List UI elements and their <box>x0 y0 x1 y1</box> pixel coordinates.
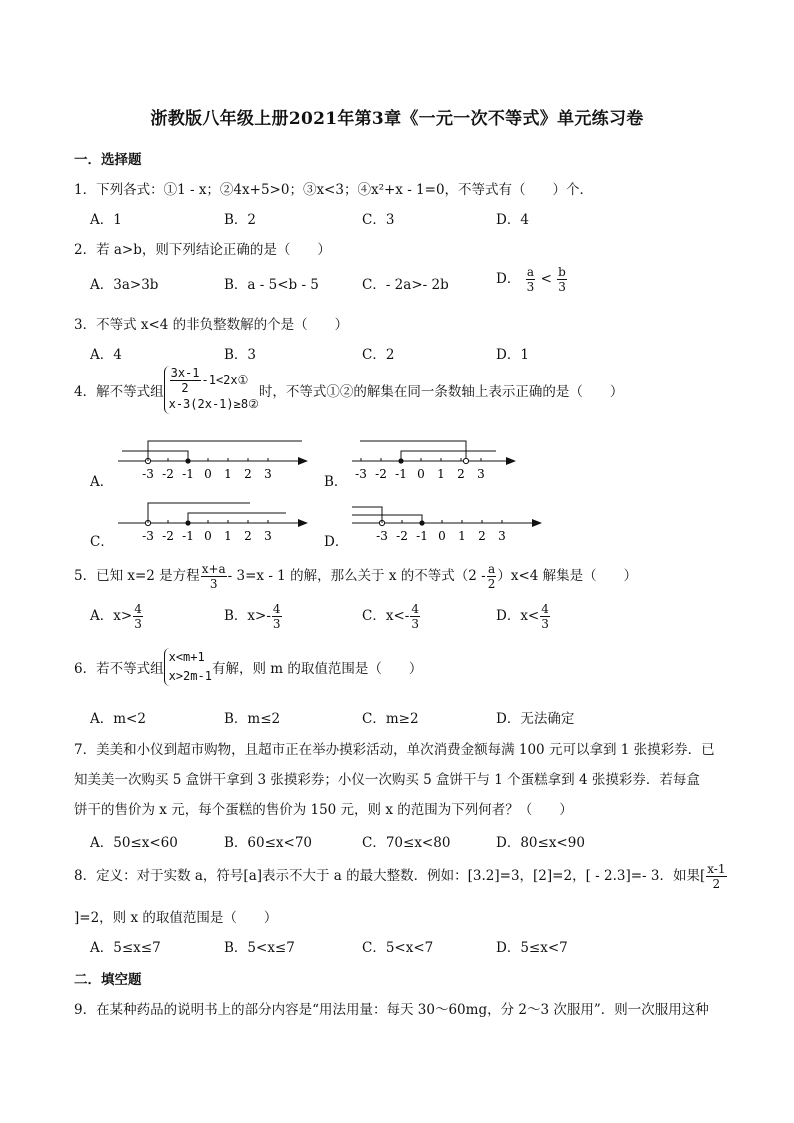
numerator: a <box>526 265 535 279</box>
numerator: 4 <box>134 602 142 616</box>
section-heading-fill-in: 二．填空题 <box>74 972 142 988</box>
question-3-stem: 3．不等式 x<4 的非负整数解的个是（ ） <box>74 317 349 333</box>
fraction <box>410 602 420 631</box>
fraction <box>487 562 497 591</box>
tick-label: 0 <box>204 467 212 481</box>
tick-label: -3 <box>355 467 367 481</box>
q7-option-d: D．80≤x<90 <box>496 835 585 851</box>
q7-option-c: C．70≤x<80 <box>362 835 451 851</box>
system-line-2: x-3(2x-1)≥8② <box>168 397 259 411</box>
denominator: 3 <box>209 577 218 591</box>
fraction <box>272 602 282 631</box>
number-line-a <box>112 434 312 484</box>
tick-label: -3 <box>376 529 388 543</box>
tick-label: 3 <box>264 529 272 543</box>
denominator: 2 <box>487 577 496 591</box>
section-heading-choice: 一．选择题 <box>74 152 142 168</box>
tick-label: -2 <box>375 467 387 481</box>
denominator: 3 <box>541 617 549 631</box>
q4-suffix: 时，不等式①②的解集在同一条数轴上表示正确的是（ ） <box>258 384 624 400</box>
denominator: 3 <box>272 617 281 631</box>
question-6-stem <box>74 648 422 686</box>
tick-label: 0 <box>438 529 446 543</box>
question-7-line-3: 饼干的售价为 x 元，每个蛋糕的售价为 150 元，则 x 的范围为下列何者？（ ） <box>74 802 573 818</box>
q5-option-a <box>90 602 144 631</box>
tick-label: -2 <box>162 529 174 543</box>
q3-option-b: B．3 <box>224 347 257 363</box>
tick-label: 2 <box>244 467 252 481</box>
q6-option-d: D．无法确定 <box>496 711 575 727</box>
q4-option-a: A． <box>90 474 114 490</box>
question-2-stem: 2．若 a>b，则下列结论正确的是（ ） <box>74 242 331 258</box>
tick-label: 2 <box>478 529 486 543</box>
system-line-1-rest: -1<2x① <box>201 373 249 387</box>
q5-option-c <box>362 602 421 631</box>
q4-option-d: D． <box>324 534 349 550</box>
q4-prefix: 4．解不等式组 <box>74 384 164 400</box>
q1-option-a: A．1 <box>90 212 122 228</box>
system-line-1: x<m+1 <box>168 650 205 664</box>
q8-option-c: C．5<x<7 <box>362 940 434 956</box>
tick-label: 1 <box>437 467 445 481</box>
fraction <box>706 862 726 891</box>
q1-option-b: B．2 <box>224 212 257 228</box>
q5-mid: - 3=x - 1 的解，那么关于 x 的不等式（2 - <box>227 568 486 584</box>
q1-option-c: C．3 <box>362 212 395 228</box>
option-label: A．x> <box>90 608 133 624</box>
fraction <box>526 265 536 294</box>
number-line-b <box>346 434 526 484</box>
system-line-1 <box>169 366 259 395</box>
denominator: 3 <box>526 280 535 294</box>
number-line-c <box>112 496 312 546</box>
question-1-stem: 1．下列各式：①1 - x；②4x+5>0；③x<3；④x²+x - 1=0，不等式有（ ）个． <box>74 182 594 198</box>
tick-label: -1 <box>182 529 194 543</box>
q3-option-c: C．2 <box>362 347 395 363</box>
q3-option-d: D．1 <box>496 347 529 363</box>
question-9-stem: 9．在某种药品的说明书上的部分内容是“用法用量：每天 30～60mg，分 2～3 次服用”．则一次服用这种 <box>74 1002 709 1018</box>
denominator: 3 <box>411 617 419 631</box>
system-line-2: x>2m-1 <box>168 669 212 683</box>
tick-label: -1 <box>395 467 407 481</box>
tick-label: 0 <box>417 467 425 481</box>
tick-label: 3 <box>477 467 485 481</box>
q4-option-b: B． <box>324 474 348 490</box>
q5-suffix: ）x<4 解集是（ ） <box>497 568 638 584</box>
question-7-line-2: 知美美一次购买 5 盒饼干拿到 3 张摸彩券；小仪一次购买 5 盒饼干与 1 个蛋糕拿到 4 张摸彩券．若每盒 <box>74 772 700 788</box>
q6-option-b: B．m≤2 <box>224 711 281 727</box>
option-label: B．x>- <box>224 608 271 624</box>
q2-option-d <box>496 265 568 294</box>
q7-option-a: A．50≤x<60 <box>90 835 178 851</box>
fraction <box>557 265 567 294</box>
q2-option-d-label: D． <box>496 271 521 287</box>
fraction <box>201 562 227 591</box>
tick-label: 1 <box>458 529 466 543</box>
tick-label: -2 <box>162 467 174 481</box>
question-8-line-1 <box>74 862 728 891</box>
numerator: 3x-1 <box>170 366 200 380</box>
fraction <box>133 602 143 631</box>
tick-label: 1 <box>224 467 232 481</box>
number-line-d <box>346 496 546 546</box>
tick-label: 2 <box>244 529 252 543</box>
tick-label: -2 <box>396 529 408 543</box>
q6-suffix: 有解，则 m 的取值范围是（ ） <box>211 661 423 677</box>
q8-line-1-text: 8．定义：对于实数 a，符号[a]表示不大于 a 的最大整数．例如：[3.2]=3，[2]=2，[ - 2.3]=- 3．如果[ <box>74 868 706 884</box>
q6-option-a: A．m<2 <box>90 711 146 727</box>
tick-label: 1 <box>224 529 232 543</box>
fraction <box>540 602 550 631</box>
numerator: a <box>487 562 496 576</box>
tick-label: 3 <box>264 467 272 481</box>
denominator: 2 <box>712 877 721 891</box>
numerator: b <box>558 265 566 279</box>
tick-label: -3 <box>142 467 154 481</box>
q5-prefix: 5．已知 x=2 是方程 <box>74 568 200 584</box>
q2-option-c: C．- 2a>- 2b <box>362 277 449 293</box>
q5-option-b <box>224 602 283 631</box>
option-label: C．x<- <box>362 608 410 624</box>
numerator: 4 <box>272 602 281 616</box>
q5-option-d <box>496 602 551 631</box>
q8-option-d: D．5≤x<7 <box>496 940 568 956</box>
denominator: 3 <box>558 280 566 294</box>
numerator: 4 <box>541 602 549 616</box>
tick-label: 2 <box>457 467 465 481</box>
q4-option-c: C． <box>90 534 114 550</box>
relation-symbol: < <box>540 271 552 287</box>
q7-option-b: B．60≤x<70 <box>224 835 313 851</box>
page-title: 浙教版八年级上册2021年第3章《一元一次不等式》单元练习卷 <box>150 109 644 129</box>
q6-option-c: C．m≥2 <box>362 711 419 727</box>
denominator: 3 <box>134 617 142 631</box>
question-5-stem <box>74 562 637 591</box>
denominator: 2 <box>181 381 189 395</box>
numerator: x+a <box>201 562 226 576</box>
fraction <box>170 366 201 395</box>
q2-option-a: A．3a>3b <box>90 277 159 293</box>
inequality-system <box>164 648 212 686</box>
question-8-line-2: ]=2，则 x 的取值范围是（ ） <box>74 910 278 926</box>
q3-option-a: A．4 <box>90 347 122 363</box>
tick-label: 3 <box>498 529 506 543</box>
inequality-system <box>164 366 259 414</box>
q6-prefix: 6．若不等式组 <box>74 661 164 677</box>
question-7-line-1: 7．美美和小仪到超市购物，且超市正在举办摸彩活动，单次消费金额每满 100 元可以拿到 1 张摸彩券．已 <box>74 742 715 758</box>
tick-label: -1 <box>182 467 194 481</box>
tick-label: -1 <box>416 529 428 543</box>
tick-label: 0 <box>204 529 212 543</box>
numerator: x-1 <box>707 862 726 876</box>
q8-option-a: A．5≤x≤7 <box>90 940 161 956</box>
q8-option-b: B．5<x≤7 <box>224 940 295 956</box>
q1-option-d: D．4 <box>496 212 529 228</box>
q2-option-b: B．a - 5<b - 5 <box>224 277 319 293</box>
tick-label: -3 <box>142 529 154 543</box>
question-4-stem <box>74 366 623 414</box>
numerator: 4 <box>411 602 419 616</box>
option-label: D．x< <box>496 608 540 624</box>
